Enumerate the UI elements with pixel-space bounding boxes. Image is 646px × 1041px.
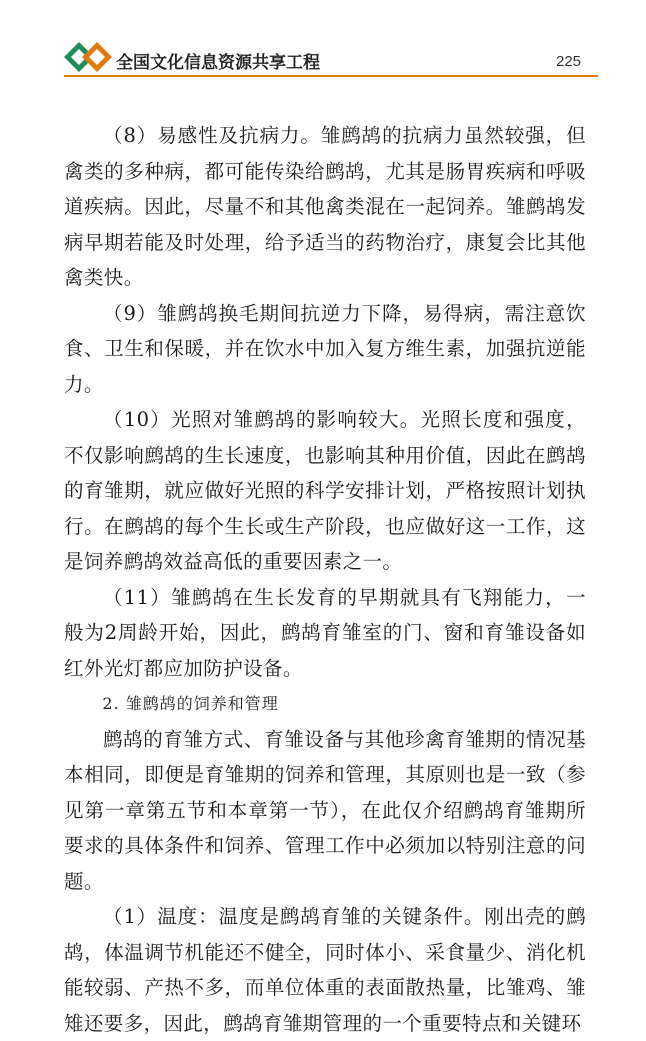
paragraph-brooding-overview: 鹧鸪的育雏方式、育雏设备与其他珍禽育雏期的情况基本相同，即便是育雏期的饲养和管理，其原则也是一致（参见第一章第五节和本章第一节），在此仅介绍鹧鸪育雏期所要求的具体条件和饲养、管理工作中必须加以特别注意的问题。 [64,727,586,893]
paragraph-susceptibility: （8）易感性及抗病力。雏鹧鸪的抗病力虽然较强，但禽类的多种病，都可能传染给鹧鸪，尤其是肠胃疾病和呼吸道疾病。因此，尽量不和其他禽类混在一起饲养。雏鹧鸪发病早期若能及时处理，给予适当的药物治疗，康复会比其他禽类快。 [64,124,586,289]
section-heading: 2. 雏鹧鸪的饲养和管理 [102,694,279,713]
paragraph-molting: （9）雏鹧鸪换毛期间抗逆力下降，易得病，需注意饮食、卫生和保暖，并在饮水中加入复方维生素，加强抗逆能力。 [64,301,586,396]
paragraph-flight: （11）雏鹧鸪在生长发育的早期就具有飞翔能力，一般为2周龄开始，因此，鹧鸪育雏室的门、窗和育雏设备如红外光灯都应加防护设备。 [64,585,586,680]
header-title: 全国文化信息资源共享工程 [116,53,320,73]
page-header [0,0,646,80]
page-number: 225 [556,53,582,70]
paragraph-lighting: （10）光照对雏鹧鸪的影响较大。光照长度和强度，不仅影响鹧鸪的生长速度，也影响其种用价值，因此在鹧鸪的育雏期，就应做好光照的科学安排计划，严格按照计划执行。在鹧鸪的每个生长或生产阶段，也应做好这一工作，这是饲养鹧鸪效益高低的重要因素之一。 [64,408,586,573]
header-rule [64,75,598,77]
project-logo-icon [62,40,114,74]
page-body [64,118,586,1041]
paragraph-temperature: （1）温度：温度是鹧鸪育雏的关键条件。刚出壳的鹧鸪，体温调节机能还不健全，同时体小、采食量少、消化机能较弱、产热不多，而单位体重的表面散热量，比雏鸡、雏雉还要多，因此，鹧鸪育雏期管理的一个重要特点和关键环 [64,905,586,1035]
